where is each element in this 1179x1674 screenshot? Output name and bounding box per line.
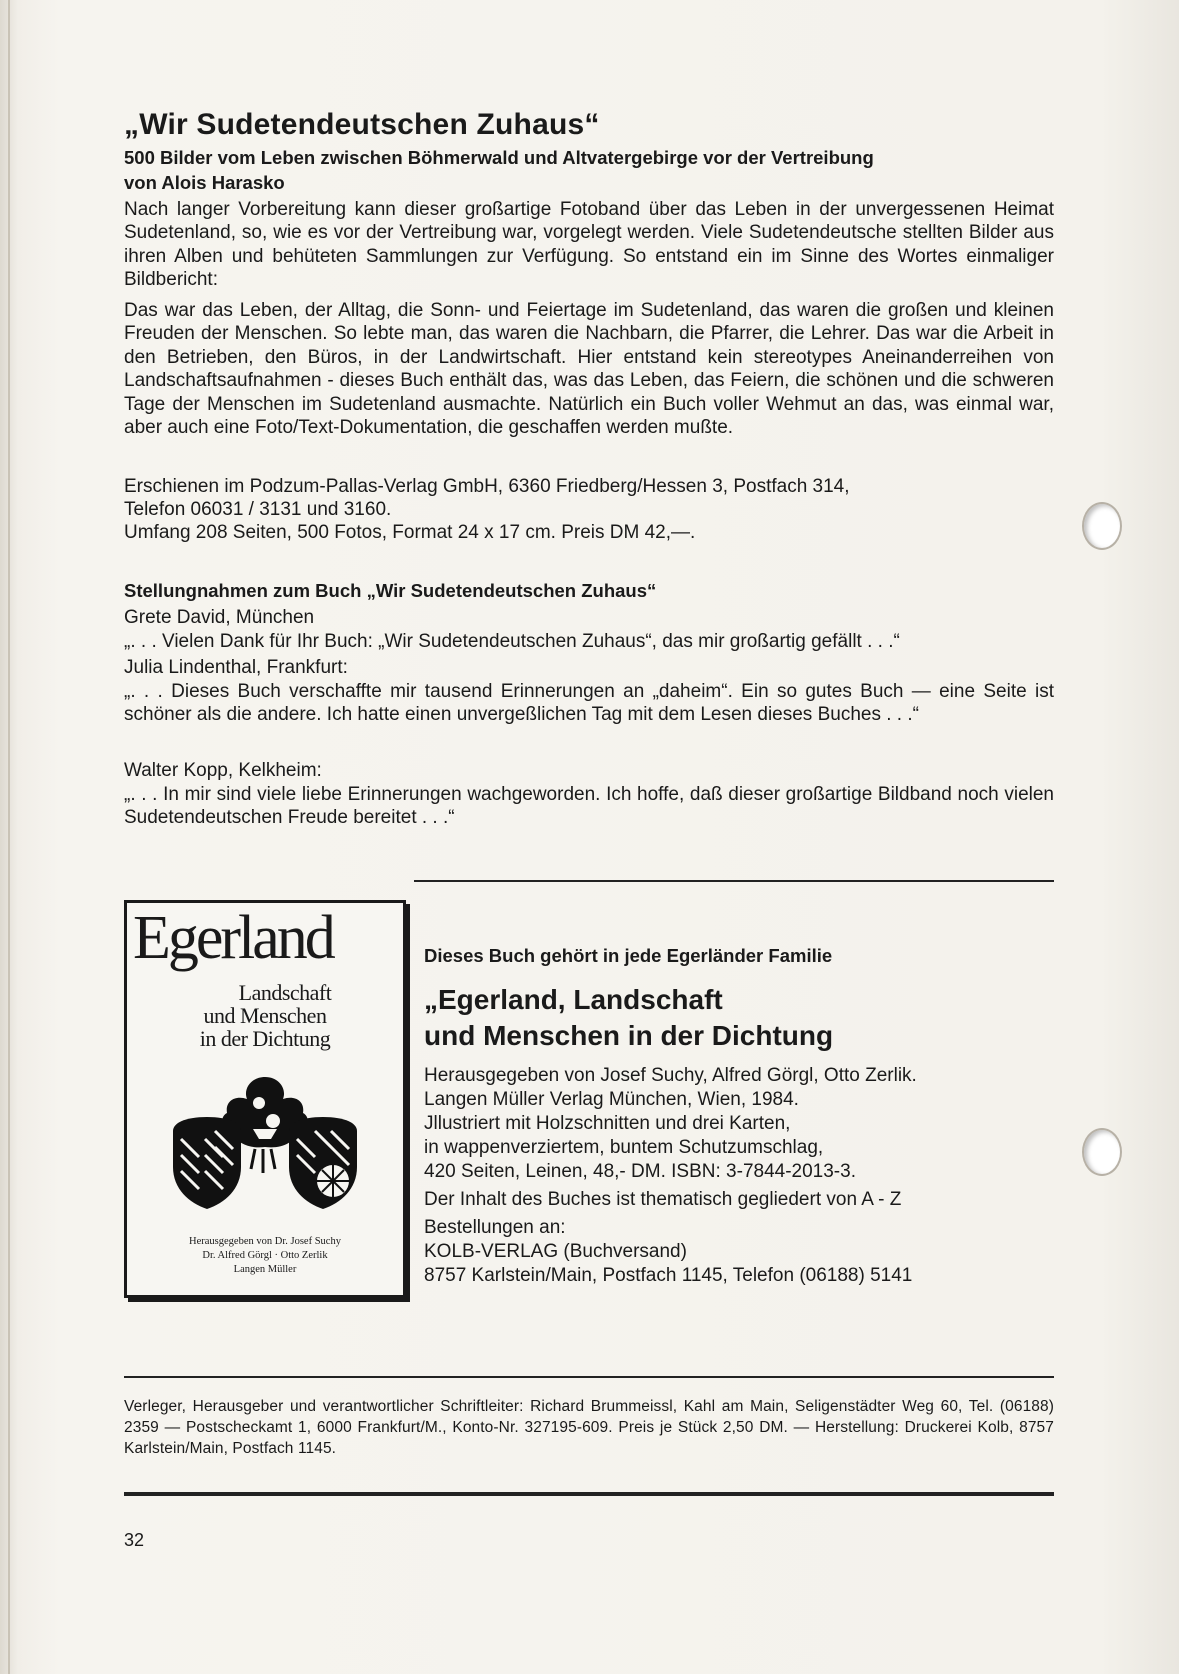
egerland-headline: Dieses Buch gehört in jede Egerländer Familie (424, 945, 833, 966)
egerland-detail-line: Herausgegeben von Josef Suchy, Alfred Görgl, Otto Zerlik. (424, 1065, 917, 1086)
cover-subtitle: Landschaft (238, 980, 332, 1005)
egerland-title-line-1: „Egerland, Landschaft (424, 984, 723, 1015)
coat-of-arms-woodcut-icon (155, 1069, 375, 1219)
review-quote: „. . . Vielen Dank für Ihr Buch: „Wir Sudetendeutschen Zuhaus“, das mir großartig gefällt . . .“ (124, 631, 900, 652)
reviews-heading: Stellungnahmen zum Buch „Wir Sudetendeutschen Zuhaus“ (124, 580, 657, 601)
page-number: 32 (124, 1530, 145, 1550)
publisher-line-2: Telefon 06031 / 3131 und 3160. (124, 499, 392, 520)
cover-credit: Dr. Alfred Görgl · Otto Zerlik (202, 1250, 328, 1261)
divider (124, 1492, 1054, 1496)
egerland-detail-line: Der Inhalt des Buches ist thematisch gegliedert von A - Z (424, 1189, 902, 1210)
book-cover (124, 900, 406, 1298)
divider (414, 880, 1054, 882)
cover-subtitle: in der Dichtung (199, 1026, 331, 1051)
article-paragraph-2: Das war das Leben, der Alltag, die Sonn- und Feiertage im Sudetenland, das waren die großen und kleinen Freuden der Menschen. So lebte man, das waren die Nachbarn, die Pfarrer, die Lehrer. Das war die Arbeit in den Betrieben, den Büros, in der Landwirtschaft. Hier entstand kein stereotypes Aneinanderreihen von Landschaftsaufnahmen - dieses Buch enthält das, was das Leben, das Feiern, die schönen und die schweren Tage der Menschen im Sudetenland ausmachte. Natürlich ein Buch voller Wehmut an das, was einmal war, aber auch eine Foto/Text-Dokumentation, die geschaffen werden mußte. (124, 300, 1054, 439)
egerland-order-label: Bestellungen an: (424, 1217, 566, 1238)
publisher-line-1: Erschienen im Podzum-Pallas-Verlag GmbH, 6360 Friedberg/Hessen 3, Postfach 314, (124, 476, 850, 497)
punch-hole-bottom (1082, 1128, 1122, 1176)
cover-title: Egerland (133, 904, 333, 972)
egerland-detail-line: in wappenverziertem, buntem Schutzumschlag, (424, 1137, 824, 1158)
cover-credit: Langen Müller (233, 1264, 297, 1275)
egerland-detail-line: 420 Seiten, Leinen, 48,- DM. ISBN: 3-7844-2013-3. (424, 1161, 856, 1182)
binding-edge (8, 0, 10, 1674)
review-quote: „. . . In mir sind viele liebe Erinnerungen wachgeworden. Ich hoffe, daß dieser großartige Bildband noch vielen Sudetendeutschen Freude bereitet . . .“ (124, 784, 1054, 829)
publisher-line-3: Umfang 208 Seiten, 500 Fotos, Format 24 x 17 cm. Preis DM 42,—. (124, 522, 696, 543)
divider (124, 1376, 1054, 1378)
egerland-detail-line: Langen Müller Verlag München, Wien, 1984. (424, 1089, 799, 1110)
punch-hole-top (1082, 502, 1122, 550)
review-quote: „. . . Dieses Buch verschaffte mir tausend Erinnerungen an „daheim“. Ein so gutes Buch — eine Seite ist schöner als die andere. Ich hatte einen unvergeßlichen Tag mit dem Lesen dieses Buches . . .“ (124, 681, 1054, 726)
article-author: von Alois Harasko (124, 172, 285, 193)
article-subtitle: 500 Bilder vom Leben zwischen Böhmerwald und Altvatergebirge vor der Vertreibung (124, 147, 874, 168)
imprint-text: Verleger, Herausgeber und verantwortlicher Schriftleiter: Richard Brummeissl, Kahl am Main, Seligenstädter Weg 60, Tel. (06188) 2359 — Postscheckamt 1, 6000 Frankfurt/M., Konto-Nr. 327195-609. Preis je Stück 2,50 DM. — Herstellung: Druckerei Kolb, 8757 Karlstein/Main, Postfach 1145. (124, 1398, 1054, 1457)
egerland-order-address: 8757 Karlstein/Main, Postfach 1145, Telefon (06188) 5141 (424, 1265, 913, 1286)
egerland-detail-line: Jllustriert mit Holzschnitten und drei Karten, (424, 1113, 791, 1134)
cover-subtitle: und Menschen (203, 1003, 327, 1028)
egerland-title-line-2: und Menschen in der Dichtung (424, 1020, 834, 1051)
review-author: Julia Lindenthal, Frankfurt: (124, 657, 348, 678)
review-author: Walter Kopp, Kelkheim: (124, 760, 322, 781)
article-paragraph-1: Nach langer Vorbereitung kann dieser großartige Fotoband über das Leben in der unvergessenen Heimat Sudetenland, so, wie es vor der Vertreibung war, vorgelegt werden. Viele Sudetendeutsche stellten Bilder aus ihren Alben und behüteten Sammlungen zur Verfügung. So entstand ein im Sinne des Wortes einmaliger Bildbericht: (124, 199, 1054, 291)
article-title: „Wir Sudetendeutschen Zuhaus“ (124, 108, 600, 141)
cover-credit: Herausgegeben von Dr. Josef Suchy (189, 1236, 341, 1247)
egerland-order-company: KOLB-VERLAG (Buchversand) (424, 1241, 687, 1262)
review-author: Grete David, München (124, 607, 315, 628)
